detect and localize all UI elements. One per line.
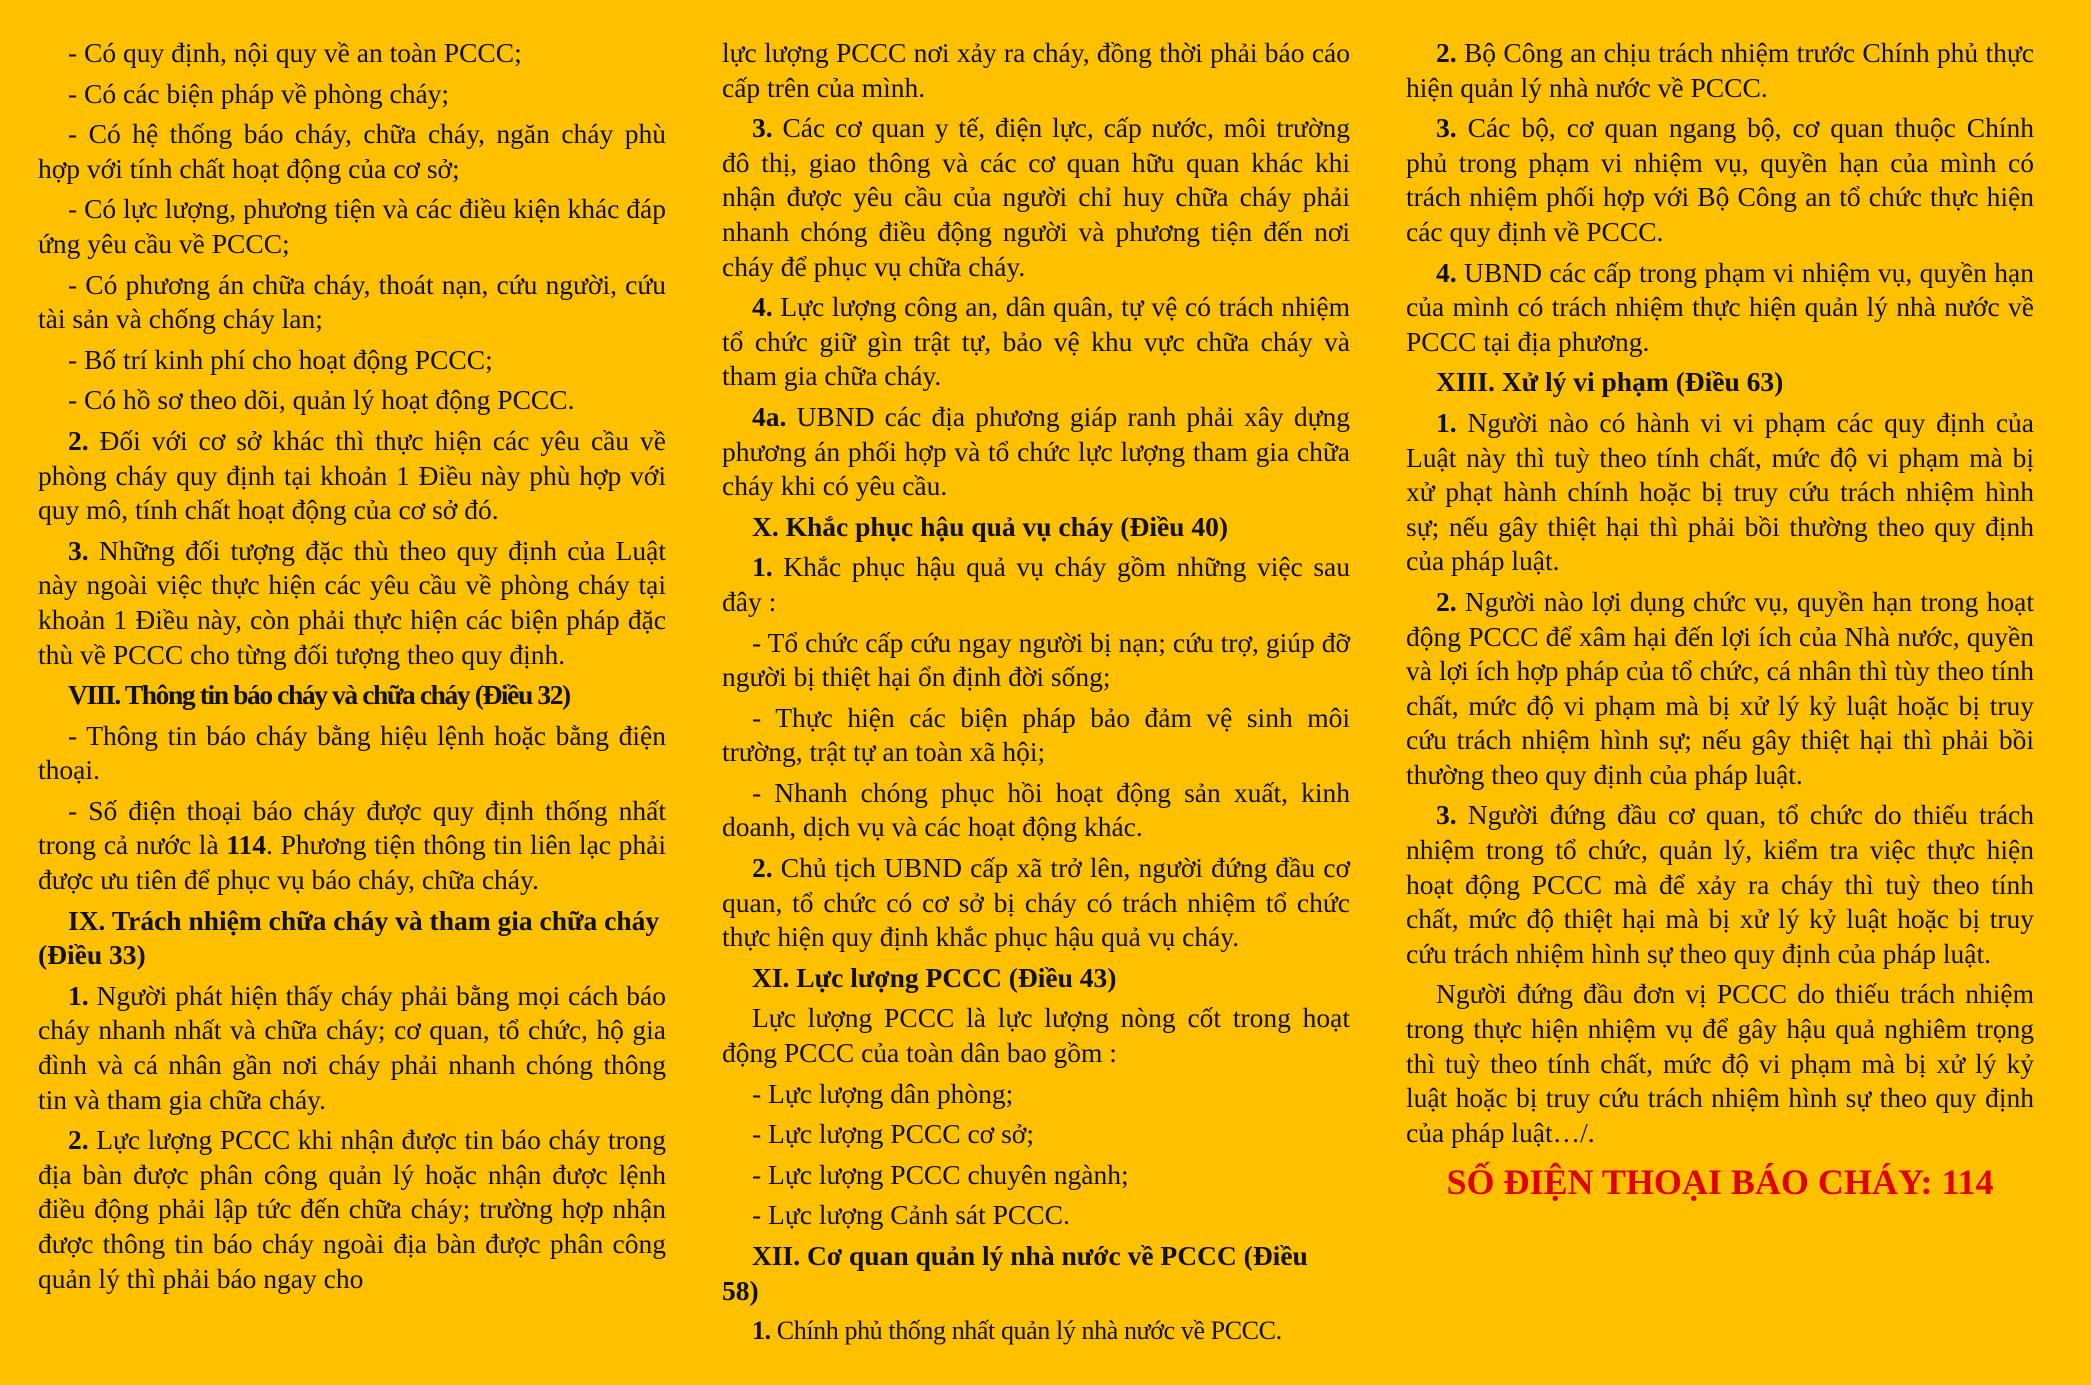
paragraph <box>722 290 1350 394</box>
clause-number: 4. <box>752 291 773 323</box>
paragraph <box>1406 977 2034 1150</box>
paragraph-text: Các bộ, cơ quan ngang bộ, cơ quan thuộc Chính phủ trong phạm vi nhiệm vụ, quyền hạn của mình có trách nhiệm phối hợp với Bộ Công an tổ chức thực hiện các quy định về PCCC. <box>1406 112 2034 247</box>
paragraph <box>722 111 1350 284</box>
clause-number: 2. <box>1436 37 1457 68</box>
paragraph <box>722 1117 1350 1152</box>
paragraph-text: - Số điện thoại báo cháy được quy định thống nhất trong cả nước là 114. Phương tiện thông tin liên lạc phải được ưu tiên để phục vụ báo cháy, chữa cháy. <box>38 794 666 896</box>
paragraph <box>722 776 1350 845</box>
paragraph-text: IX. Trách nhiệm chữa cháy và tham gia chữa cháy (Điều 33) <box>38 904 660 971</box>
clause-number: 3. <box>752 112 773 144</box>
paragraph-text: XIII. Xử lý vi phạm (Điều 63) <box>1436 366 1784 398</box>
paragraph <box>1406 585 2034 793</box>
clause-number: 1. <box>68 979 89 1011</box>
paragraph <box>38 534 666 672</box>
paragraph-text: UBND các cấp trong phạm vi nhiệm vụ, quyền hạn của mình có trách nhiệm thực hiện quản lý nhà nước về PCCC tại địa phương. <box>1406 256 2034 357</box>
paragraph-text: - Thực hiện các biện pháp bảo đảm vệ sinh môi trường, trật tự an toàn xã hội; <box>722 701 1350 768</box>
paragraph-text: lực lượng PCCC nơi xảy ra cháy, đồng thời phải báo cáo cấp trên của mình. <box>722 37 1350 103</box>
fire-hotline-banner: SỐ ĐIỆN THOẠI BÁO CHÁY: 114 <box>1446 1162 1994 1203</box>
section-heading <box>38 678 666 713</box>
section-heading <box>1406 365 2034 400</box>
paragraph <box>38 794 666 898</box>
column-2 <box>722 36 1350 1355</box>
paragraph-text: - Nhanh chóng phục hồi hoạt động sản xuất, kinh doanh, dịch vụ và các hoạt động khác. <box>722 776 1350 843</box>
paragraph-text: Người đứng đầu cơ quan, tổ chức do thiếu trách nhiệm trong tổ chức, quản lý, kiểm tra việc thực hiện hoạt động PCCC mà để xảy ra cháy thì tuỳ theo tính chất, mức độ thiệt hại mà bị xử lý kỷ luật hoặc bị truy cứu trách nhiệm hình sự theo quy định của pháp luật. <box>1406 799 2034 969</box>
paragraph-text: X. Khắc phục hậu quả vụ cháy (Điều 40) <box>752 510 1228 542</box>
paragraph-text: - Lực lượng PCCC cơ sở; <box>752 1118 1034 1150</box>
paragraph <box>38 117 666 186</box>
column-3 <box>1406 36 2034 1204</box>
paragraph-text: - Có quy định, nội quy về an toàn PCCC; <box>68 37 522 68</box>
paragraph <box>722 626 1350 695</box>
paragraph-text: XI. Lực lượng PCCC (Điều 43) <box>752 961 1117 993</box>
paragraph <box>38 36 666 71</box>
paragraph-text: - Bố trí kinh phí cho hoạt động PCCC; <box>68 343 493 375</box>
paragraph-text: VIII. Thông tin báo cháy và chữa cháy (Điều 32) <box>68 679 570 711</box>
paragraph-text: - Có các biện pháp về phòng cháy; <box>68 77 450 109</box>
paragraph-text: Khắc phục hậu quả vụ cháy gồm những việc sau đây : <box>722 551 1350 617</box>
paragraph-text: XII. Cơ quan quản lý nhà nước về PCCC (Điều 58) <box>722 1240 1308 1306</box>
paragraph-text: Người nào lợi dụng chức vụ, quyền hạn trong hoạt động PCCC để xâm hại đến lợi ích của Nhà nước, quyền và lợi ích hợp pháp của tổ chức, cá nhân thì tùy theo tính chất, mức độ vi phạm mà bị xử lý kỷ luật hoặc bị truy cứu trách nhiệm hình sự; nếu gây thiệt hại thì phải bồi thường theo quy định của pháp luật. <box>1406 585 2034 790</box>
paragraph-text: Đối với cơ sở khác thì thực hiện các yêu cầu về phòng cháy quy định tại khoản 1 Điều này phù hợp với quy mô, tính chất hoạt động của cơ sở đó. <box>38 424 666 526</box>
clause-number: 4a. <box>752 400 787 432</box>
paragraph <box>38 1123 666 1296</box>
paragraph-text: - Tổ chức cấp cứu ngay người bị nạn; cứu trợ, giúp đỡ người bị thiệt hại ổn định đời sống; <box>722 626 1350 693</box>
section-heading <box>38 904 666 973</box>
paragraph <box>38 343 666 378</box>
paragraph-text: Người phát hiện thấy cháy phải bằng mọi cách báo cháy nhanh nhất và chữa cháy; cơ quan, tổ chức, hộ gia đình và cá nhân gần nơi cháy phải nhanh chóng thông tin và tham gia chữa cháy. <box>38 979 666 1115</box>
paragraph <box>38 979 666 1117</box>
clause-number: 1. <box>1436 406 1457 438</box>
paragraph <box>38 192 666 261</box>
paragraph <box>1406 406 2034 579</box>
paragraph <box>1406 256 2034 360</box>
paragraph <box>722 400 1350 504</box>
paragraph <box>38 383 666 418</box>
paragraph-text: - Có phương án chữa cháy, thoát nạn, cứu người, cứu tài sản và chống cháy lan; <box>38 268 666 335</box>
paragraph <box>722 1314 1350 1349</box>
clause-number: 3. <box>68 534 89 566</box>
paragraph-text: Chính phủ thống nhất quản lý nhà nước về PCCC. <box>770 1316 1282 1346</box>
paragraph <box>1406 111 2034 249</box>
paragraph <box>38 268 666 337</box>
paragraph-text: Người nào có hành vi vi phạm các quy định của Luật này thì tuỳ theo tính chất, mức độ vi phạm mà bị xử phạt hành chính hoặc bị truy cứu trách nhiệm hình sự; nếu gây thiệt hại thì phải bồi thường theo quy định của pháp luật. <box>1406 406 2034 577</box>
paragraph <box>722 851 1350 955</box>
paragraph-text: - Có hệ thống báo cháy, chữa cháy, ngăn cháy phù hợp với tính chất hoạt động của cơ sở; <box>38 118 666 184</box>
clause-number: 2. <box>68 1124 89 1156</box>
paragraph <box>38 424 666 528</box>
clause-number: 2. <box>1436 585 1457 617</box>
paragraph-text: Lực lượng công an, dân quân, tự vệ có trách nhiệm tổ chức giữ gìn trật tự, bảo vệ khu vực chữa cháy và tham gia chữa cháy. <box>722 291 1350 392</box>
paragraph <box>1406 798 2034 971</box>
paragraph-text: - Thông tin báo cháy bằng hiệu lệnh hoặc bằng điện thoại. <box>38 719 666 786</box>
paragraph-text: Những đối tượng đặc thù theo quy định của Luật này ngoài việc thực hiện các yêu cầu về phòng cháy tại khoản 1 Điều này, còn phải thực hiện các biện pháp đặc thù về PCCC cho từng đối tượng theo quy định. <box>38 534 666 670</box>
clause-number: 2. <box>68 424 89 456</box>
section-heading <box>722 510 1350 545</box>
clause-number: 1. <box>752 1316 771 1346</box>
paragraph-text: Các cơ quan y tế, điện lực, cấp nước, môi trường đô thị, giao thông và các cơ quan hữu quan khác khi nhận được yêu cầu của người chỉ huy chữa cháy phải nhanh chóng điều động người và phương tiện đến nơi cháy để phục vụ chữa cháy. <box>722 112 1350 282</box>
paragraph-text: - Lực lượng dân phòng; <box>752 1077 1014 1109</box>
paragraph-text: - Lực lượng Cảnh sát PCCC. <box>752 1199 1070 1231</box>
column-1 <box>38 36 666 1302</box>
clause-number: 2. <box>752 852 773 884</box>
paragraph <box>722 701 1350 770</box>
paragraph <box>722 1001 1350 1070</box>
section-heading <box>722 961 1350 996</box>
paragraph-text: Lực lượng PCCC khi nhận được tin báo cháy trong địa bàn được phân công quản lý hoặc nhận được lệnh điều động phải lập tức đến chữa cháy; trường hợp nhận được thông tin báo cháy ngoài địa bàn được phân công quản lý thì phải báo ngay cho <box>38 1124 666 1294</box>
paragraph <box>722 550 1350 619</box>
paragraph <box>722 1198 1350 1233</box>
paragraph <box>722 36 1350 105</box>
clause-number: 1. <box>752 551 773 583</box>
paragraph-text: - Có lực lượng, phương tiện và các điều kiện khác đáp ứng yêu cầu về PCCC; <box>38 193 666 259</box>
paragraph <box>722 1158 1350 1193</box>
paragraph <box>38 77 666 112</box>
paragraph-text: Người đứng đầu đơn vị PCCC do thiếu trách nhiệm trong thực hiện nhiệm vụ để gây hậu quả nghiêm trọng thì tuỳ theo tính chất, mức độ vi phạm mà bị xử lý kỷ luật hoặc bị truy cứu trách nhiệm hình sự theo quy định của pháp luật…/. <box>1406 978 2034 1148</box>
paragraph <box>722 1077 1350 1112</box>
paragraph-text: - Có hồ sơ theo dõi, quản lý hoạt động PCCC. <box>68 384 575 416</box>
section-heading <box>722 1239 1350 1308</box>
paragraph <box>38 719 666 788</box>
clause-number: 3. <box>1436 112 1457 144</box>
clause-number: 3. <box>1436 799 1457 831</box>
paragraph-text: UBND các địa phương giáp ranh phải xây dựng phương án phối hợp và tổ chức lực lượng tham gia chữa cháy khi có yêu cầu. <box>722 400 1350 502</box>
paragraph <box>1406 36 2034 105</box>
paragraph-text: Chủ tịch UBND cấp xã trở lên, người đứng đầu cơ quan, tổ chức có cơ sở bị cháy có trách nhiệm tổ chức thực hiện quy định khắc phục hậu quả vụ cháy. <box>722 852 1350 953</box>
paragraph-text: Lực lượng PCCC là lực lượng nòng cốt trong hoạt động PCCC của toàn dân bao gồm : <box>722 1002 1350 1069</box>
paragraph-text: - Lực lượng PCCC chuyên ngành; <box>752 1158 1129 1190</box>
clause-number: 4. <box>1436 256 1457 288</box>
paragraph-text: Bộ Công an chịu trách nhiệm trước Chính phủ thực hiện quản lý nhà nước về PCCC. <box>1406 37 2034 103</box>
